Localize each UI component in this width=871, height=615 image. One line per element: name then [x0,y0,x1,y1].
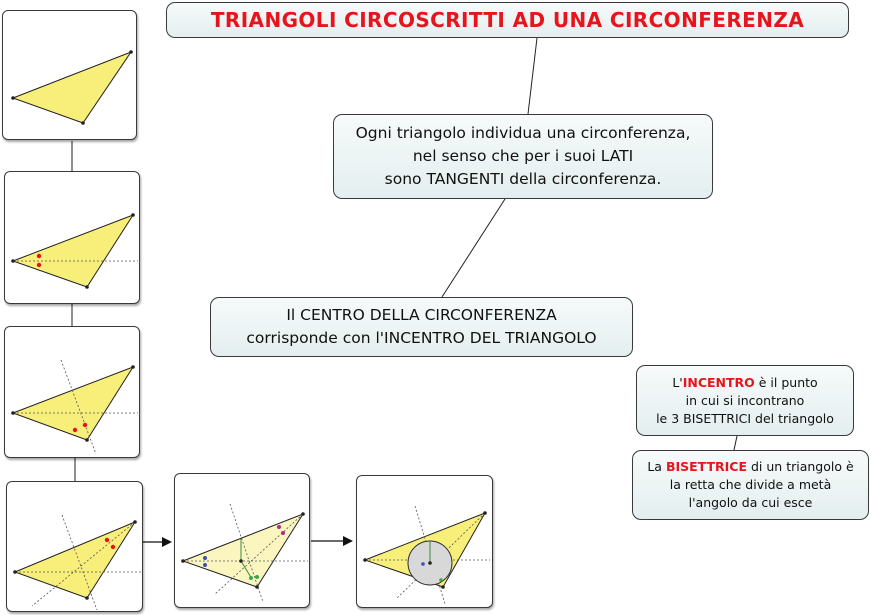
title-box [166,2,849,38]
note-box-bisettrice [632,450,869,520]
vertex-point [255,585,259,589]
incenter-point [239,559,243,563]
vertex-point [131,365,135,369]
note-line: le 3 BISETTRICI del triangolo [656,410,834,426]
angle-mark [83,423,87,427]
angle-mark [439,578,443,582]
note-line: in cui si incontrano [685,392,805,408]
angle-mark [255,575,259,579]
note-suffix: è il punto [754,374,818,390]
vertex-point [129,50,133,54]
keyword-incentro: INCENTRO [682,374,755,390]
incenter-point [428,561,432,565]
angle-mark [37,263,41,267]
vertex-point [11,259,15,263]
triangle-image-step-2 [4,171,140,304]
triangle-image-step-6 [356,475,493,608]
note-suffix: di un triangolo è [747,459,854,474]
note-line: l'angolo da cui esce [688,495,813,510]
concept-line: Il CENTRO DELLA CIRCONFERENZA [286,306,557,324]
connector-title-concept1 [528,38,537,114]
triangle-image-step-5 [174,473,310,608]
triangle-image-step-4 [6,481,143,612]
triangle-image-step-3 [4,326,140,458]
concept-line: corrisponde con l'INCENTRO DEL TRIANGOLO [246,329,597,347]
vertex-point [11,96,15,100]
angle-mark [105,538,109,542]
note-line: la retta che divide a metà [669,477,832,492]
triangle-shape [15,522,135,598]
concept-line: Ogni triangolo individua una circonferenza, [355,124,691,142]
note-line [647,458,853,476]
connector-concept1-concept2 [442,199,505,297]
vertex-point [81,121,85,125]
arrow-right-icon [311,536,353,546]
concept-line: nel senso che per i suoi LATI [412,147,634,165]
angle-mark [73,428,77,432]
vertex-point [13,570,17,574]
vertex-point [301,512,305,516]
vertex-point [363,558,367,562]
arrow-right-icon [143,537,172,547]
vertex-point [181,559,185,563]
angle-mark [37,254,41,258]
page-title: TRIANGOLI CIRCOSCRITTI AD UNA CIRCONFERENZA [210,8,805,32]
vertex-point [441,585,445,589]
keyword-bisettrice: BISETTRICE [665,459,748,474]
note-line [672,374,817,392]
triangle-shape [183,514,303,587]
triangle-image-step-1 [2,10,137,140]
triangle-shape [13,215,133,287]
triangle-shape [13,367,133,440]
concept-line: sono TANGENTI della circonferenza. [384,170,662,188]
vertex-point [85,438,89,442]
vertex-point [85,285,89,289]
angle-mark [281,531,285,535]
vertex-point [483,511,487,515]
angle-mark [249,576,253,580]
note-prefix: L' [672,374,683,390]
angle-mark [203,556,207,560]
angle-mark [277,525,281,529]
concept-box-triangle-circle [333,114,713,199]
angle-mark [111,545,115,549]
vertex-point [133,520,137,524]
angle-mark [421,562,425,566]
connector-note1-note2 [734,436,737,450]
note-box-incentro [636,365,854,436]
vertex-point [131,213,135,217]
vertex-point [11,411,15,415]
angle-mark [203,563,207,567]
vertex-point [85,596,89,600]
triangle-shape [13,52,131,123]
note-prefix: La [647,459,666,474]
concept-box-incenter [210,297,633,357]
